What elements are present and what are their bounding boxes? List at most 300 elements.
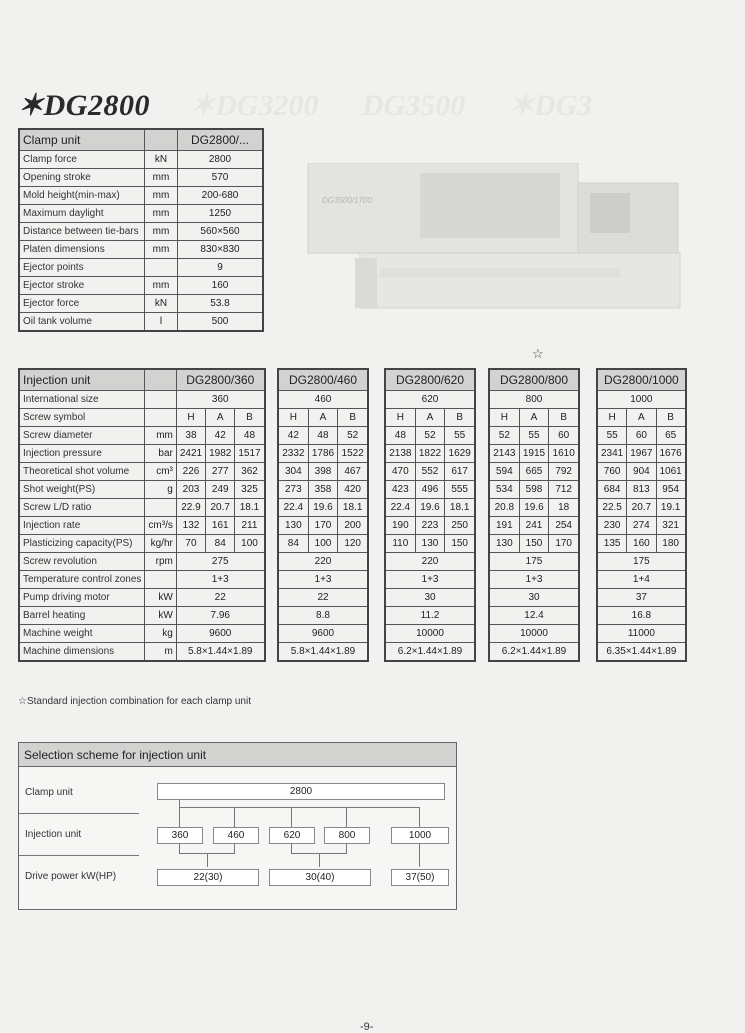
injection-row — [385, 553, 475, 571]
injection-label: Injection rate — [19, 517, 145, 535]
spec-value: H — [597, 409, 627, 427]
injection-unit: g — [145, 481, 176, 499]
spec-value: 170 — [549, 535, 579, 553]
injection-row — [278, 571, 368, 589]
spec-value: 19.6 — [308, 499, 338, 517]
spec-value: 20.7 — [627, 499, 656, 517]
injection-row — [19, 571, 265, 589]
injection-unit: mm — [145, 427, 176, 445]
spec-zones: 1+3 — [278, 571, 368, 589]
ghost-title-1: ✶DG3200 — [190, 89, 319, 122]
clamp-value: 2800 — [178, 151, 264, 169]
injection-row — [385, 445, 475, 463]
spec-value: B — [445, 409, 475, 427]
international-size: 800 — [489, 391, 579, 409]
spec-value: 594 — [489, 463, 519, 481]
spec-rpm: 220 — [278, 553, 368, 571]
injection-row — [489, 607, 579, 625]
spec-value: 18.1 — [445, 499, 475, 517]
injection-table-header — [385, 369, 475, 391]
spec-value: 48 — [308, 427, 338, 445]
international-size: 620 — [385, 391, 475, 409]
injection-header-model-0: DG2800/360 — [176, 369, 264, 391]
spec-value: 1517 — [235, 445, 265, 463]
spec-value: 250 — [445, 517, 475, 535]
injection-unit — [145, 571, 176, 589]
injection-row — [597, 535, 686, 553]
spec-value: 230 — [597, 517, 627, 535]
spec-value: 191 — [489, 517, 519, 535]
clamp-unit: mm — [145, 169, 178, 187]
spec-value: 813 — [627, 481, 656, 499]
spec-zones: 1+4 — [597, 571, 686, 589]
injection-row — [278, 445, 368, 463]
spec-dims: 6.2×1.44×1.89 — [385, 643, 475, 662]
injection-row — [489, 643, 579, 662]
spec-rpm: 175 — [489, 553, 579, 571]
injection-row — [597, 589, 686, 607]
spec-heat: 7.96 — [176, 607, 264, 625]
injection-row — [278, 427, 368, 445]
spec-rpm: 220 — [385, 553, 475, 571]
clamp-label: Oil tank volume — [19, 313, 145, 332]
injection-row — [489, 589, 579, 607]
spec-value: 132 — [176, 517, 205, 535]
injection-label: Shot weight(PS) — [19, 481, 145, 499]
clamp-label: Ejector stroke — [19, 277, 145, 295]
injection-row — [385, 589, 475, 607]
spec-value: 2138 — [385, 445, 415, 463]
spec-value: 398 — [308, 463, 338, 481]
injection-row — [597, 409, 686, 427]
injection-row — [385, 427, 475, 445]
injection-row — [19, 391, 265, 409]
spec-pump: 22 — [278, 589, 368, 607]
clamp-value: 1250 — [178, 205, 264, 223]
spec-value: 273 — [278, 481, 308, 499]
injection-header-label: Injection unit — [19, 369, 145, 391]
injection-header-model: DG2800/460 — [278, 369, 368, 391]
spec-value: 684 — [597, 481, 627, 499]
spec-value: B — [338, 409, 368, 427]
spec-value: 617 — [445, 463, 475, 481]
injection-header-model: DG2800/1000 — [597, 369, 686, 391]
injection-row — [278, 481, 368, 499]
spec-value: 160 — [627, 535, 656, 553]
spec-value: 130 — [278, 517, 308, 535]
international-size: 360 — [176, 391, 264, 409]
spec-value: 1822 — [415, 445, 445, 463]
clamp-row — [19, 169, 263, 187]
clamp-row — [19, 277, 263, 295]
selection-injection-800: 800 — [324, 827, 370, 844]
injection-row — [278, 535, 368, 553]
injection-row — [489, 499, 579, 517]
ghost-title-2: DG3500 — [361, 89, 466, 122]
spec-dims: 6.35×1.44×1.89 — [597, 643, 686, 662]
injection-row — [489, 553, 579, 571]
injection-unit: kW — [145, 607, 176, 625]
spec-heat: 11.2 — [385, 607, 475, 625]
injection-row — [19, 427, 265, 445]
spec-value: 1786 — [308, 445, 338, 463]
clamp-unit: l — [145, 313, 178, 332]
spec-value: 120 — [338, 535, 368, 553]
spec-value: 170 — [308, 517, 338, 535]
spec-value: 358 — [308, 481, 338, 499]
clamp-row — [19, 313, 263, 332]
spec-value: 20.7 — [206, 499, 235, 517]
injection-row — [278, 391, 368, 409]
injection-row — [489, 463, 579, 481]
injection-row — [278, 589, 368, 607]
spec-value: 150 — [445, 535, 475, 553]
spec-value: 18.1 — [338, 499, 368, 517]
spec-value: A — [519, 409, 549, 427]
injection-label-table — [18, 368, 266, 662]
spec-pump: 30 — [489, 589, 579, 607]
injection-label: Plasticizing capacity(PS) — [19, 535, 145, 553]
injection-row — [489, 427, 579, 445]
clamp-unit: mm — [145, 241, 178, 259]
spec-value: 249 — [206, 481, 235, 499]
spec-value: 304 — [278, 463, 308, 481]
injection-row — [597, 427, 686, 445]
spec-value: 470 — [385, 463, 415, 481]
spec-value: 496 — [415, 481, 445, 499]
spec-heat: 16.8 — [597, 607, 686, 625]
selection-injection-620: 620 — [269, 827, 315, 844]
injection-row — [19, 535, 265, 553]
spec-value: 534 — [489, 481, 519, 499]
injection-row — [385, 607, 475, 625]
ghost-titles — [190, 88, 628, 123]
injection-row — [385, 481, 475, 499]
injection-unit — [145, 391, 176, 409]
injection-table-header — [489, 369, 579, 391]
clamp-value: 570 — [178, 169, 264, 187]
spec-value: 904 — [627, 463, 656, 481]
injection-row — [597, 499, 686, 517]
spec-value: A — [627, 409, 656, 427]
spec-value: 211 — [235, 517, 265, 535]
clamp-unit: kN — [145, 295, 178, 313]
spec-value: 130 — [489, 535, 519, 553]
spec-value: A — [415, 409, 445, 427]
injection-row — [597, 553, 686, 571]
spec-value: 226 — [176, 463, 205, 481]
clamp-row — [19, 205, 263, 223]
clamp-label: Ejector force — [19, 295, 145, 313]
clamp-row — [19, 241, 263, 259]
spec-value: 70 — [176, 535, 205, 553]
clamp-unit: mm — [145, 277, 178, 295]
injection-row — [278, 463, 368, 481]
injection-unit: rpm — [145, 553, 176, 571]
spec-dims: 6.2×1.44×1.89 — [489, 643, 579, 662]
spec-value: 190 — [385, 517, 415, 535]
clamp-label: Opening stroke — [19, 169, 145, 187]
page-title: ✶DG2800 — [18, 89, 150, 122]
spec-value: 467 — [338, 463, 368, 481]
spec-heat: 12.4 — [489, 607, 579, 625]
spec-value: 1967 — [627, 445, 656, 463]
injection-row — [385, 643, 475, 662]
spec-value: 65 — [656, 427, 686, 445]
spec-value: 760 — [597, 463, 627, 481]
spec-rpm: 175 — [597, 553, 686, 571]
clamp-value: 200-680 — [178, 187, 264, 205]
spec-value: 712 — [549, 481, 579, 499]
spec-value: 84 — [278, 535, 308, 553]
injection-unit: kg — [145, 625, 176, 643]
spec-value: 161 — [206, 517, 235, 535]
spec-value: 19.1 — [656, 499, 686, 517]
spec-value: H — [385, 409, 415, 427]
injection-row — [19, 625, 265, 643]
injection-row — [597, 391, 686, 409]
injection-unit — [145, 499, 176, 517]
injection-table-4 — [596, 368, 687, 662]
spec-value: 22.4 — [278, 499, 308, 517]
injection-label: Temperature control zones — [19, 571, 145, 589]
injection-row — [489, 571, 579, 589]
spec-value: 48 — [235, 427, 265, 445]
spec-value: 241 — [519, 517, 549, 535]
injection-row — [19, 607, 265, 625]
injection-header-unit — [145, 369, 176, 391]
injection-row — [489, 409, 579, 427]
international-size: 460 — [278, 391, 368, 409]
spec-value: 1915 — [519, 445, 549, 463]
clamp-label: Platen dimensions — [19, 241, 145, 259]
spec-value: 555 — [445, 481, 475, 499]
injection-row — [489, 445, 579, 463]
injection-row — [489, 517, 579, 535]
injection-row — [278, 409, 368, 427]
spec-value: 42 — [278, 427, 308, 445]
clamp-table — [18, 128, 264, 332]
spec-value: 22.5 — [597, 499, 627, 517]
spec-value: 2143 — [489, 445, 519, 463]
injection-row — [278, 499, 368, 517]
clamp-row — [19, 259, 263, 277]
selection-injection-460: 460 — [213, 827, 259, 844]
injection-row — [278, 643, 368, 662]
injection-row — [19, 499, 265, 517]
injection-label: Screw symbol — [19, 409, 145, 427]
injection-row — [489, 625, 579, 643]
injection-row — [385, 571, 475, 589]
spec-value: 18 — [549, 499, 579, 517]
spec-value: 1522 — [338, 445, 368, 463]
selection-injection-label: Injection unit — [25, 829, 82, 840]
machine-label: DG3500/1700 — [322, 196, 372, 205]
selection-injection-1000: 1000 — [391, 827, 449, 844]
selection-clamp-value: 2800 — [157, 783, 445, 800]
injection-row — [597, 607, 686, 625]
injection-row — [19, 409, 265, 427]
spec-value: 274 — [627, 517, 656, 535]
spec-value: B — [549, 409, 579, 427]
injection-unit — [145, 409, 176, 427]
clamp-table-header — [19, 129, 263, 151]
spec-value: 52 — [415, 427, 445, 445]
injection-row — [385, 517, 475, 535]
spec-value: 2341 — [597, 445, 627, 463]
injection-unit: kW — [145, 589, 176, 607]
spec-value: 55 — [445, 427, 475, 445]
injection-row — [385, 391, 475, 409]
clamp-row — [19, 151, 263, 169]
spec-pump: 30 — [385, 589, 475, 607]
spec-value: 100 — [235, 535, 265, 553]
spec-value: 84 — [206, 535, 235, 553]
clamp-unit: mm — [145, 223, 178, 241]
spec-dims: 5.8×1.44×1.89 — [278, 643, 368, 662]
spec-dims: 5.8×1.44×1.89 — [176, 643, 264, 662]
injection-row — [597, 571, 686, 589]
spec-value: 325 — [235, 481, 265, 499]
injection-unit: cm³ — [145, 463, 176, 481]
clamp-label: Distance between tie-bars — [19, 223, 145, 241]
injection-table-header — [597, 369, 686, 391]
injection-row — [278, 553, 368, 571]
spec-value: 52 — [489, 427, 519, 445]
spec-value: 423 — [385, 481, 415, 499]
standard-star-icon: ☆ — [532, 346, 544, 361]
spec-value: 42 — [206, 427, 235, 445]
spec-value: 150 — [519, 535, 549, 553]
clamp-row — [19, 223, 263, 241]
clamp-value: 53.8 — [178, 295, 264, 313]
spec-weight: 9600 — [176, 625, 264, 643]
spec-value: 223 — [415, 517, 445, 535]
spec-value: 55 — [519, 427, 549, 445]
injection-row — [489, 535, 579, 553]
selection-injection-360: 360 — [157, 827, 203, 844]
clamp-label: Clamp force — [19, 151, 145, 169]
injection-unit: bar — [145, 445, 176, 463]
clamp-label: Ejector points — [19, 259, 145, 277]
injection-label: Barrel heating — [19, 607, 145, 625]
spec-value: 1676 — [656, 445, 686, 463]
clamp-value: 830×830 — [178, 241, 264, 259]
spec-value: 420 — [338, 481, 368, 499]
injection-unit: cm³/s — [145, 517, 176, 535]
spec-value: H — [278, 409, 308, 427]
spec-pump: 22 — [176, 589, 264, 607]
spec-value: 203 — [176, 481, 205, 499]
injection-row — [278, 625, 368, 643]
spec-value: 2332 — [278, 445, 308, 463]
injection-row — [19, 463, 265, 481]
injection-unit: kg/hr — [145, 535, 176, 553]
injection-table-2 — [384, 368, 476, 662]
injection-label: Injection pressure — [19, 445, 145, 463]
injection-unit: m — [145, 643, 176, 662]
injection-row — [278, 607, 368, 625]
injection-row — [597, 463, 686, 481]
injection-row — [489, 391, 579, 409]
spec-value: A — [308, 409, 338, 427]
selection-drive-37: 37(50) — [391, 869, 449, 886]
injection-row — [19, 553, 265, 571]
spec-value: 110 — [385, 535, 415, 553]
spec-value: 19.6 — [415, 499, 445, 517]
injection-header-model: DG2800/800 — [489, 369, 579, 391]
injection-row — [19, 589, 265, 607]
spec-weight: 10000 — [385, 625, 475, 643]
injection-label: Theoretical shot volume — [19, 463, 145, 481]
spec-zones: 1+3 — [176, 571, 264, 589]
injection-label-header — [19, 369, 265, 391]
clamp-unit: mm — [145, 205, 178, 223]
international-size: 1000 — [597, 391, 686, 409]
selection-drive-label: Drive power kW(HP) — [25, 871, 117, 882]
selection-header: Selection scheme for injection unit — [19, 743, 456, 767]
spec-value: 954 — [656, 481, 686, 499]
injection-row — [385, 625, 475, 643]
injection-row — [19, 517, 265, 535]
spec-value: 1629 — [445, 445, 475, 463]
clamp-value: 560×560 — [178, 223, 264, 241]
spec-value: B — [235, 409, 265, 427]
injection-row — [385, 499, 475, 517]
spec-value: H — [176, 409, 205, 427]
spec-value: 277 — [206, 463, 235, 481]
clamp-header-label: Clamp unit — [19, 129, 145, 151]
spec-zones: 1+3 — [489, 571, 579, 589]
spec-value: 180 — [656, 535, 686, 553]
injection-row — [385, 463, 475, 481]
spec-value: B — [656, 409, 686, 427]
spec-value: 22.4 — [385, 499, 415, 517]
injection-table-1 — [277, 368, 369, 662]
injection-row — [597, 445, 686, 463]
spec-value: 598 — [519, 481, 549, 499]
spec-value: 130 — [415, 535, 445, 553]
spec-pump: 37 — [597, 589, 686, 607]
machine-image — [300, 163, 700, 313]
injection-row — [597, 625, 686, 643]
spec-value: 135 — [597, 535, 627, 553]
clamp-row — [19, 187, 263, 205]
injection-label: Machine dimensions — [19, 643, 145, 662]
injection-row — [19, 643, 265, 662]
spec-weight: 9600 — [278, 625, 368, 643]
spec-value: 792 — [549, 463, 579, 481]
selection-clamp-label: Clamp unit — [25, 787, 73, 798]
injection-table-header — [278, 369, 368, 391]
spec-value: 38 — [176, 427, 205, 445]
injection-row — [19, 445, 265, 463]
selection-drive-30: 30(40) — [269, 869, 371, 886]
spec-heat: 8.8 — [278, 607, 368, 625]
spec-weight: 11000 — [597, 625, 686, 643]
spec-value: 200 — [338, 517, 368, 535]
injection-row — [597, 481, 686, 499]
spec-value: 60 — [549, 427, 579, 445]
page-number: -9- — [360, 1021, 374, 1033]
injection-header-model: DG2800/620 — [385, 369, 475, 391]
injection-row — [597, 517, 686, 535]
clamp-unit — [145, 259, 178, 277]
clamp-row — [19, 295, 263, 313]
clamp-header-model: DG2800/... — [178, 129, 264, 151]
spec-value: 1610 — [549, 445, 579, 463]
injection-table-3 — [488, 368, 580, 662]
